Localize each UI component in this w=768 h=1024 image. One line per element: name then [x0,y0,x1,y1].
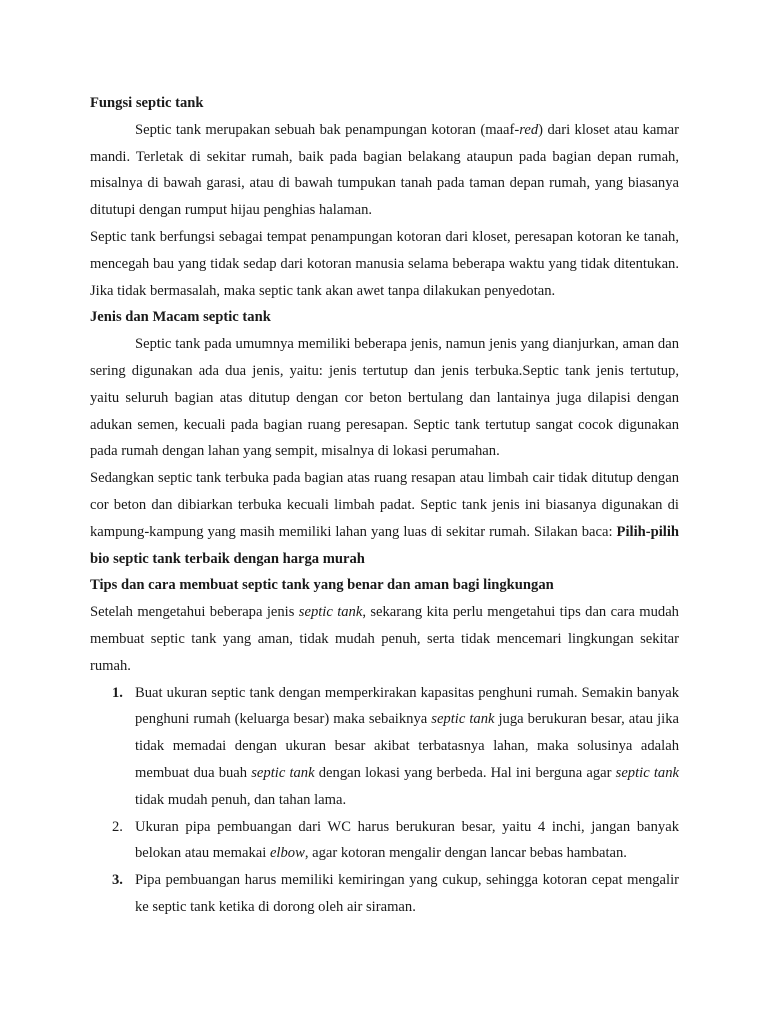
list-item [90,680,679,814]
italic-run: septic tank [298,604,363,621]
italic-run: septic tank [431,711,495,728]
text-run: Ukuran pipa pembuangan dari WC harus berukuran besar, yaitu 4 inchi, jangan banyak belokan atau memakai [135,818,679,862]
paragraph-jenis-2 [90,465,679,572]
text-run: , sekarang kita perlu mengetahui tips dan cara mudah membuat septic tank yang aman, tidak mudah penuh, serta tidak mencemari lingkungan sekitar rumah. [90,604,679,674]
list-item [90,814,679,868]
list-item-number: 2. [112,818,123,835]
italic-run: septic tank [615,764,679,781]
italic-run: elbow [269,845,305,862]
italic-run: red [519,121,539,138]
section-heading-tips: Tips dan cara membuat septic tank yang benar dan aman bagi lingkungan [90,577,554,594]
list-item [90,867,679,921]
text-run: Septic tank merupakan sebuah bak penampungan kotoran (maaf- [135,121,520,138]
paragraph-fungsi-1 [90,117,679,224]
paragraph-fungsi-2: Septic tank berfungsi sebagai tempat penampungan kotoran dari kloset, peresapan kotoran ke tanah, mencegah bau yang tidak sedap dari kotoran manusia selama beberapa waktu yang tidak ditentukan. Jika tidak bermasalah, maka septic tank akan awet tanpa dilakukan penyedotan. [90,228,679,299]
section-heading-fungsi: Fungsi septic tank [90,95,204,111]
document-page [90,90,679,921]
list-item-number: 1. [112,684,123,701]
text-run: juga berukuran besar, atau jika tidak memadai dengan ukuran besar akibat terbatasnya lahan, maka solusinya adalah membuat dua buah [135,711,679,781]
paragraph-jenis-1: Septic tank pada umumnya memiliki beberapa jenis, namun jenis yang dianjurkan, aman dan sering digunakan ada dua jenis, yaitu: jenis tertutup dan jenis terbuka.Septic tank jenis tertutup, yaitu seluruh bagian atas ditutup dengan cor beton bertulang dan lantainya juga dilapisi dengan adukan semen, kecuali pada bagian ruang peresapan. Septic tank tertutup sangat cocok digunakan pada rumah dengan lahan yang sempit, misalnya di lokasi perumahan. [90,336,679,460]
text-run: Sedangkan septic tank terbuka pada bagian atas ruang resapan atau limbah cair tidak ditutup dengan cor beton dan dibiarkan terbuka kecuali limbah padat. Septic tank jenis ini biasanya digunakan di kampung-kampung yang masih memiliki lahan yang luas di sekitar rumah. Silakan baca: [90,470,679,540]
paragraph-tips-intro [90,599,679,679]
text-run: Setelah mengetahui beberapa jenis [90,604,299,621]
text-run: dengan lokasi yang berbeda. Hal ini berguna agar [314,764,616,781]
list-item-number: 3. [112,872,123,889]
related-link[interactable]: Pilih-pilih bio septic tank terbaik dengan harga murah [90,523,679,567]
italic-run: septic tank [251,764,315,781]
text-run: Pipa pembuangan harus memiliki kemiringan yang cukup, sehingga kotoran cepat mengalir ke septic tank ketika di dorong oleh air siraman. [135,872,679,915]
text-run: tidak mudah penuh, dan tahan lama. [135,791,347,808]
text-run: , agar kotoran mengalir dengan lancar bebas hambatan. [304,845,627,862]
text-run: ) dari kloset atau kamar mandi. Terletak di sekitar rumah, baik pada bagian belakang ataupun pada bagian depan rumah, misalnya di bawah garasi, atau di bawah tumpukan tanah pada taman depan rumah, yang biasanya ditutupi dengan rumput hijau penghias halaman. [90,121,679,219]
tips-list [90,680,679,921]
section-heading-jenis: Jenis dan Macam septic tank [90,309,271,326]
text-run: Buat ukuran septic tank dengan memperkirakan kapasitas penghuni rumah. Semakin banyak penghuni rumah (keluarga besar) maka sebaiknya [135,684,679,728]
